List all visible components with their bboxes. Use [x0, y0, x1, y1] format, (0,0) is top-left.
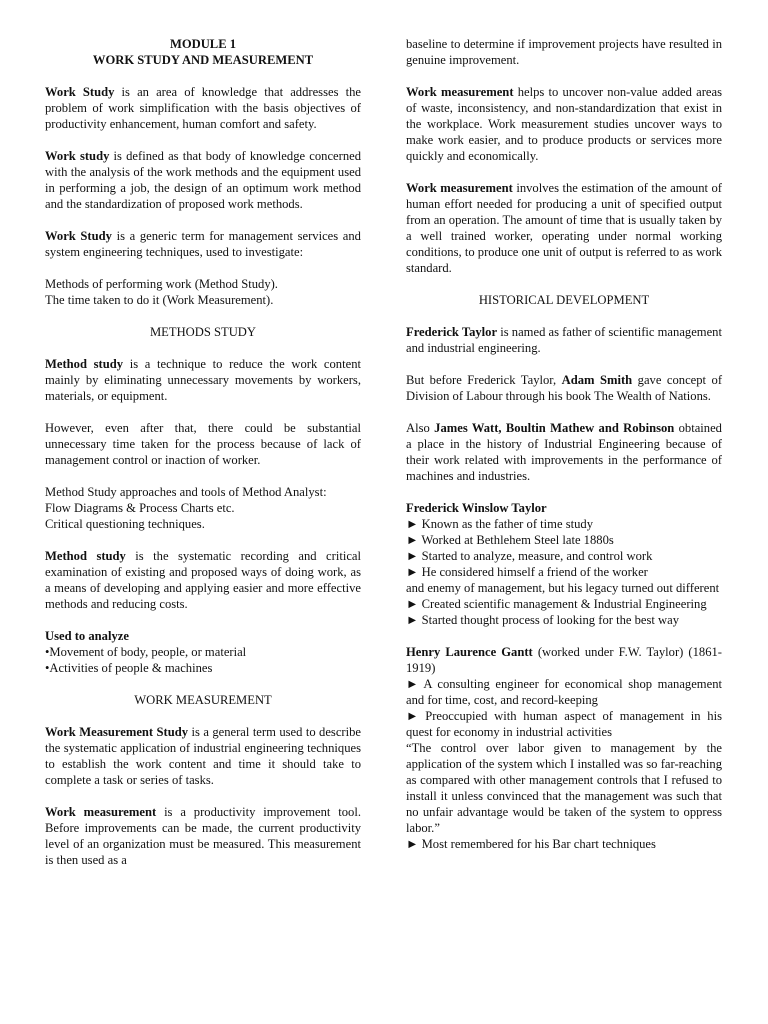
module-title: [45, 36, 361, 68]
list-item: ► Started to analyze, measure, and control work: [406, 549, 653, 563]
paragraph-method-analyst-tools: Method Study approaches and tools of Method Analyst: Flow Diagrams & Process Charts etc. Critical questioning techniques.: [45, 484, 361, 532]
list-item: ► Known as the father of time study: [406, 517, 593, 531]
paragraph-adam-smith: But before Frederick Taylor, Adam Smith gave concept of Division of Labour through his book The Wealth of Nations.: [406, 373, 723, 403]
module-number: MODULE 1: [169, 37, 237, 51]
section-heading-work-measurement: WORK MEASUREMENT: [134, 693, 272, 707]
gantt-heading: Henry Laurence Gantt (worked under F.W. Taylor) (1861- 1919): [406, 645, 722, 675]
list-item: ► Started thought process of looking for the best way: [406, 613, 680, 627]
module-subject: WORK STUDY AND MEASUREMENT: [92, 53, 314, 67]
section-heading-methods-study: METHODS STUDY: [149, 325, 256, 339]
list-item: ► Created scientific management & Industrial Engineering: [406, 597, 707, 611]
paragraph-work-measurement-estimation: Work measurement involves the estimation of the amount of human effort needed for producing a unit of specified output from an operation. The amount of time that is usually taken by a well trained worker, operating under normal working conditions, to produce one unit of output is referred to as work standard.: [406, 181, 722, 275]
list-item: ► He considered himself a friend of the worker: [406, 565, 648, 579]
paragraph-work-measurement-tool: Work measurement is a productivity improvement tool. Before improvements can be made, the current productivity level of an organization must be measured. This measurement is then used as a: [45, 805, 362, 867]
gantt-block: [406, 644, 722, 852]
list-item: Flow Diagrams & Process Charts etc.: [45, 501, 235, 515]
paragraph-james-watt: Also James Watt, Boultin Mathew and Robinson obtained a place in the history of Industrial Engineering because of their work related with improvements in the performance of machines and industries.: [406, 421, 722, 483]
taylor-heading: Frederick Winslow Taylor: [406, 501, 547, 515]
paragraph-work-study-definition: Work study is defined as that body of knowledge concerned with the analysis of the work methods and the equipment used in performing a job, the design of an optimum work method and the standardization of proposed work methods.: [45, 149, 361, 211]
paragraph-baseline: baseline to determine if improvement projects have resulted in genuine improvement.: [406, 37, 722, 67]
paragraph-work-study-generic: Work Study is a generic term for management services and system engineering techniques, used to investigate:: [45, 229, 361, 259]
list-item: •Activities of people & machines: [45, 661, 213, 675]
left-column: [45, 36, 361, 884]
paragraph-work-measurement-study: Work Measurement Study is a general term used to describe the systematic application of industrial engineering techniques to establish the work content and time it should take to complete a task or series of tasks.: [45, 725, 362, 787]
quote: “The control over labor given to management by the application of the system which I installed was so far-reaching as compared with other management controls that I refused to install it unless convinced that the management was such that no unfair advantage would be taken of the system to oppress labor.”: [406, 741, 722, 835]
section-heading-historical-development: HISTORICAL DEVELOPMENT: [478, 293, 650, 307]
paragraph-work-study-intro: Work Study is an area of knowledge that addresses the problem of work simplification with the basis objectives of productivity enhancement, human comfort and safety.: [45, 85, 361, 131]
paragraph-frederick-taylor: Frederick Taylor is named as father of scientific management and industrial engineering.: [406, 325, 722, 355]
used-to-analyze-block: [45, 628, 361, 676]
paragraph-unnecessary-time: However, even after that, there could be substantial unnecessary time taken for the process because of lack of management control or inaction of worker.: [45, 421, 361, 467]
list-item: •Movement of body, people, or material: [45, 645, 247, 659]
list-item: Methods of performing work (Method Study).: [45, 277, 278, 291]
list-item: ► A consulting engineer for economical shop management and for time, cost, and record-keeping: [406, 677, 722, 707]
list-item: ► Most remembered for his Bar chart techniques: [406, 837, 656, 851]
paragraph-method-study-systematic: Method study is the systematic recording and critical examination of existing and proposed ways of doing work, as a means of developing and applying easier and more effective methods and reducing costs.: [45, 549, 361, 611]
taylor-block: [406, 500, 722, 628]
list-item: ► Worked at Bethlehem Steel late 1880s: [406, 533, 614, 547]
list-investigate: [45, 276, 361, 308]
used-to-analyze-label: Used to analyze: [45, 629, 129, 643]
paragraph-work-measurement-uncover: Work measurement helps to uncover non-value added areas of waste, inconsistency, and non-standardization that exist in the workplace. Work measurement studies uncover ways to make work easier, and to produce products or services more quickly and economically.: [406, 85, 722, 163]
paragraph-method-study-technique: Method study is a technique to reduce the work content mainly by eliminating unnecessary movements by workers, materials, or equipment.: [45, 357, 361, 403]
list-item: and enemy of management, but his legacy turned out different: [406, 581, 720, 595]
list-item: ► Preoccupied with human aspect of management in his quest for economy in industrial activities: [406, 709, 722, 739]
list-item: The time taken to do it (Work Measurement).: [45, 293, 274, 307]
list-item: Critical questioning techniques.: [45, 517, 205, 531]
right-column: [406, 36, 722, 852]
